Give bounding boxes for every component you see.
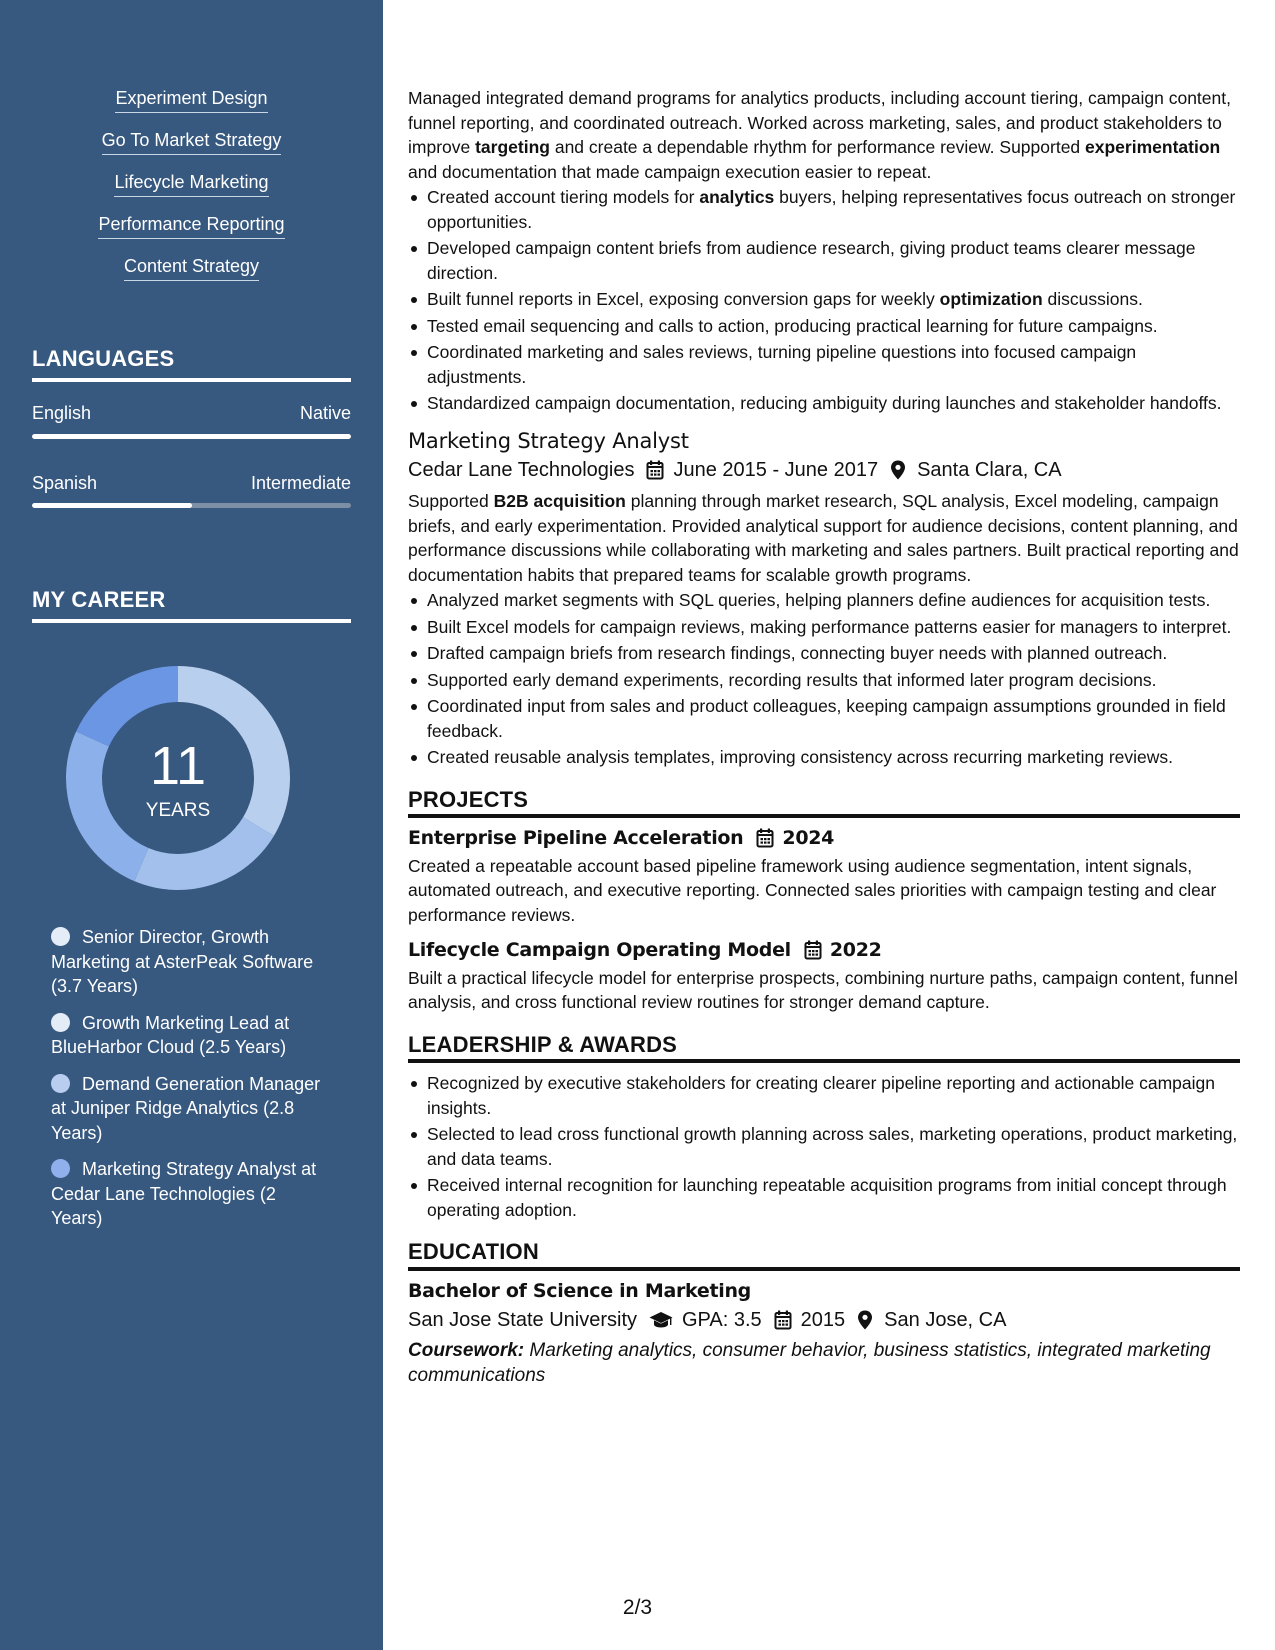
previous-job-summary: Managed integrated demand programs for analytics products, including account tiering, campaign content, funnel reporting, and coordinated outreach. Worked across marketing, sales, and product stakeholders to improve targeting and create a dependable rhythm for performance review. Supported experimentation and documentation that made campaign execution easier to repeat. xyxy=(408,88,1231,182)
bullet-item: Developed campaign content briefs from audience research, giving product teams clearer message direction. xyxy=(408,236,1240,285)
bullet-item: Created reusable analysis templates, improving consistency across recurring marketing reviews. xyxy=(408,745,1240,770)
bullet-item: Standardized campaign documentation, reducing ambiguity during launches and stakeholder handoffs. xyxy=(408,391,1240,416)
career-item-text: Marketing Strategy Analyst at Cedar Lane Technologies (2 Years) xyxy=(51,1159,317,1228)
projects-heading: PROJECTS xyxy=(408,788,1240,819)
career-dot-icon xyxy=(51,1013,70,1032)
award-item: Selected to lead cross functional growth planning across sales, marketing operations, product marketing, and data teams. xyxy=(408,1122,1240,1171)
page-number: 2/3 xyxy=(622,1596,653,1619)
project-title: Enterprise Pipeline Acceleration xyxy=(408,827,744,849)
graduation-cap-icon xyxy=(649,1310,673,1330)
language-proficiency-fill xyxy=(32,503,192,508)
education-meta xyxy=(408,1306,1240,1334)
career-donut-center xyxy=(64,664,292,892)
bullet-item: Supported early demand experiments, recording results that informed later program decisions. xyxy=(408,668,1240,693)
previous-job-bullets xyxy=(408,185,1240,416)
coursework-text: Marketing analytics, consumer behavior, business statistics, integrated marketing communications xyxy=(408,1340,1211,1386)
project-item xyxy=(408,826,1240,927)
coursework-label: Coursework: xyxy=(408,1340,525,1361)
project-year: 2022 xyxy=(829,939,882,961)
job-meta xyxy=(408,456,1240,484)
language-proficiency-fill xyxy=(32,434,351,439)
company-name: Cedar Lane Technologies xyxy=(408,459,635,481)
project-description: Created a repeatable account based pipeline framework using audience segmentation, intent signals, automated outreach, and executive reporting. Connected sales priorities with campaign testing and clear performance reviews. xyxy=(408,855,1217,925)
bullet-item: Coordinated input from sales and product colleagues, keeping campaign assumptions grounded in field feedback. xyxy=(408,694,1240,743)
career-item xyxy=(51,1157,321,1231)
career-years-unit: YEARS xyxy=(145,800,211,821)
job-location: Santa Clara, CA xyxy=(917,459,1062,481)
leadership-bullets xyxy=(408,1071,1240,1222)
bullet-item: Created account tiering models for analytics buyers, helping representatives focus outreach on stronger opportunities. xyxy=(408,185,1240,234)
bullet-item: Built Excel models for campaign reviews, making performance patterns easier for managers to interpret. xyxy=(408,615,1240,640)
skills-list xyxy=(0,86,383,296)
project-title-row xyxy=(408,826,1240,851)
education-heading: EDUCATION xyxy=(408,1240,1240,1271)
languages-heading: LANGUAGES xyxy=(32,346,351,382)
career-dot-icon xyxy=(51,927,70,946)
bullet-item: Built funnel reports in Excel, exposing conversion gaps for weekly optimization discussions. xyxy=(408,287,1240,312)
sidebar xyxy=(0,0,383,1650)
skill-tag: Performance Reporting xyxy=(0,212,383,239)
language-row xyxy=(32,403,351,424)
location-pin-icon xyxy=(890,460,908,480)
career-years-number: 11 xyxy=(149,736,207,796)
language-proficiency-bar xyxy=(32,503,351,508)
school-name: San Jose State University xyxy=(408,1309,637,1331)
location-pin-icon xyxy=(857,1310,875,1330)
language-level: Intermediate xyxy=(250,473,351,493)
language-name: English xyxy=(32,403,92,423)
award-item: Recognized by executive stakeholders for creating clearer pipeline reporting and actionable campaign insights. xyxy=(408,1071,1240,1120)
skill-tag: Lifecycle Marketing xyxy=(0,170,383,197)
calendar-icon xyxy=(646,460,664,480)
career-dot-icon xyxy=(51,1074,70,1093)
project-description: Built a practical lifecycle model for enterprise prospects, combining nurture paths, campaign content, funnel analysis, and cross functional review routines for stronger demand capture. xyxy=(408,967,1238,1012)
project-title: Lifecycle Campaign Operating Model xyxy=(408,939,791,961)
career-dot-icon xyxy=(51,1159,70,1178)
career-donut-chart xyxy=(64,664,292,892)
job-summary: Supported B2B acquisition planning through market research, SQL analysis, Excel modeling, campaign briefs, and early experimentation. Provided analytical support for audience decisions, content planning, and performance discussions while collaborating with marketing and sales partners. Built practical reporting and documentation habits that prepared teams for scalable growth programs. xyxy=(408,491,1239,585)
skill-tag: Experiment Design xyxy=(0,86,383,113)
skill-tag: Content Strategy xyxy=(0,254,383,281)
language-level: Native xyxy=(299,403,351,423)
career-item-text: Growth Marketing Lead at BlueHarbor Cloud (2.5 Years) xyxy=(51,1012,290,1057)
career-item xyxy=(51,1011,321,1060)
coursework xyxy=(408,1339,1240,1388)
project-year: 2024 xyxy=(782,827,835,849)
calendar-icon xyxy=(804,940,822,960)
calendar-icon xyxy=(774,1310,792,1330)
calendar-icon xyxy=(756,828,774,848)
career-heading: MY CAREER xyxy=(32,587,351,623)
career-item-text: Demand Generation Manager at Juniper Ridge Analytics (2.8 Years) xyxy=(51,1073,321,1143)
gpa: GPA: 3.5 xyxy=(682,1309,762,1331)
degree-title: Bachelor of Science in Marketing xyxy=(408,1279,751,1302)
language-name: Spanish xyxy=(32,473,98,493)
bullet-item: Coordinated marketing and sales reviews, turning pipeline questions into focused campaign adjustments. xyxy=(408,340,1240,389)
language-row xyxy=(32,473,351,494)
job-title: Marketing Strategy Analyst xyxy=(408,428,689,453)
award-item: Received internal recognition for launching repeatable acquisition programs from initial concept through operating adoption. xyxy=(408,1173,1240,1222)
main-content xyxy=(408,86,1240,1388)
job-bullets xyxy=(408,588,1240,770)
career-list xyxy=(51,925,321,1243)
language-proficiency-bar xyxy=(32,434,351,439)
bullet-item: Drafted campaign briefs from research findings, connecting buyer needs with planned outreach. xyxy=(408,641,1240,666)
leadership-heading: LEADERSHIP & AWARDS xyxy=(408,1033,1240,1064)
project-title-row xyxy=(408,938,1240,963)
bullet-item: Tested email sequencing and calls to action, producing practical learning for future campaigns. xyxy=(408,314,1240,339)
graduation-year: 2015 xyxy=(800,1309,846,1331)
education-location: San Jose, CA xyxy=(884,1309,1007,1331)
career-item-text: Senior Director, Growth Marketing at AsterPeak Software (3.7 Years) xyxy=(51,927,314,996)
job-dates: June 2015 - June 2017 xyxy=(673,459,879,481)
career-item xyxy=(51,1072,321,1146)
bullet-item: Analyzed market segments with SQL queries, helping planners define audiences for acquisition tests. xyxy=(408,588,1240,613)
project-item xyxy=(408,938,1240,1015)
career-item xyxy=(51,925,321,999)
skill-tag: Go To Market Strategy xyxy=(0,128,383,155)
